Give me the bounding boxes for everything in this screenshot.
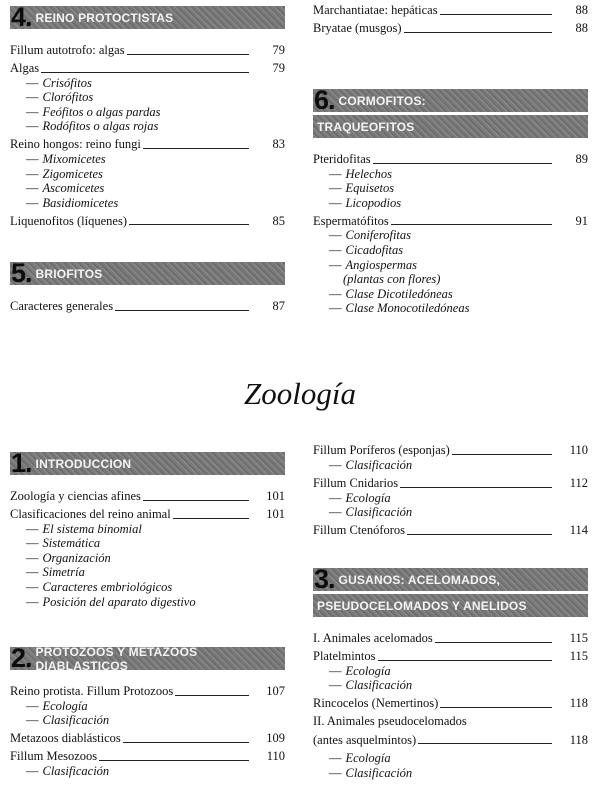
toc-subentry [10,90,285,105]
leader-line [391,224,552,225]
toc-entry-label: Bryatae (musgos) [313,21,402,36]
toc-entry[interactable] [313,696,588,711]
dash-bullet: — [329,678,342,693]
page-number: 101 [266,489,285,503]
toc-subentry-label: Feófitos o algas pardas [42,104,161,119]
leader-line [435,642,552,643]
toc-subentry [313,664,588,679]
dash-bullet: — [26,565,39,580]
toc-subentry [313,181,588,196]
toc-subentry [313,243,588,258]
toc-section-protozoos-cont [313,440,588,538]
dash-bullet: — [26,579,39,594]
leader-line [452,454,552,455]
toc-section-briofitos [10,258,285,314]
toc-subentry-label: Zigomicetes [42,166,103,181]
leader-line [143,500,249,501]
dash-bullet: — [329,663,342,678]
toc-subentry [10,565,285,580]
toc-subentry-label: Caracteres embriológicos [42,579,173,594]
toc-entry[interactable] [313,21,588,36]
toc-subentry-label: Clasificación [42,763,110,778]
dash-bullet: — [26,594,39,609]
page-number: 88 [575,21,588,36]
dash-bullet: — [26,550,39,565]
dash-bullet: — [329,286,342,301]
dash-bullet: — [26,521,39,536]
toc-subentry [313,766,588,781]
dash-bullet: — [26,763,39,778]
leader-line [99,760,249,761]
leader-line [127,54,249,55]
toc-subentry-label: Cicadofitas [345,242,404,257]
toc-subentry [313,751,588,766]
dash-bullet: — [329,242,342,257]
toc-section-briofitos-cont [313,0,588,36]
toc-subentry [10,580,285,595]
toc-subentry-label: Crisófitos [42,75,92,90]
toc-subentry-label: Licopodios [345,195,402,210]
dash-bullet: — [329,195,342,210]
toc-subentry-label: Rodófitos o algas rojas [42,119,159,134]
page-number: 110 [569,443,588,458]
dash-bullet: — [26,181,39,196]
page-number: 89 [575,152,588,166]
toc-subentry-continuation [313,272,588,287]
toc-subentry-label: Helechos [345,166,393,181]
page-number: 112 [569,475,588,490]
leader-line [129,224,249,225]
leader-line [404,32,552,33]
toc-subentry [10,764,285,779]
leader-line [123,742,249,743]
toc-entry-label: Liquenofitos (líquenes) [10,213,127,228]
toc-entry-label: Zoología y ciencias afines [10,489,141,503]
toc-entry-label: Metazoos diablásticos [10,731,121,746]
toc-entry[interactable] [10,489,285,504]
toc-entry[interactable] [313,152,588,167]
toc-subentry-label: Clorófitos [42,90,94,105]
dash-bullet: — [26,166,39,181]
leader-line [115,310,249,311]
dash-bullet: — [329,228,342,243]
leader-line [41,72,249,73]
toc-subentry-label: Clase Dicotiledóneas [345,286,453,301]
toc-entry[interactable] [10,214,285,229]
toc-subentry-label: Equisetos [345,181,395,196]
toc-entry[interactable] [313,631,588,646]
toc-entry[interactable] [10,684,285,699]
toc-entry[interactable] [10,749,285,764]
section-number: 6. [314,85,335,115]
dash-bullet: — [329,457,342,472]
toc-subentry [313,491,588,506]
toc-subentry [10,196,285,211]
toc-entry-label: Platelmintos [313,648,376,663]
dash-bullet: — [329,505,342,520]
toc-entry-label: Rincocelos (Nemertinos) [313,696,439,711]
dash-bullet: — [329,751,342,766]
dash-bullet: — [26,698,39,713]
page-number: 115 [569,631,588,645]
spacer [313,138,588,152]
dash-bullet: — [26,713,39,728]
toc-entry-label: Algas [10,60,40,75]
toc-entry-label: Fillum Ctenóforos [313,523,406,538]
section-header-title: PROTOZOOS Y METAZOOS DIABLASTICOS [35,644,198,673]
toc-entry [313,714,588,729]
toc-subentry [10,522,285,537]
page-number: 109 [266,731,285,746]
toc-subentry-label: Ecología [345,490,391,505]
toc-entry[interactable] [10,731,285,746]
page-number: 85 [272,213,285,228]
toc-subentry [313,505,588,520]
toc-entry-label: (antes asquelmintos) [313,732,417,747]
toc-subentry [10,76,285,91]
toc-section-cormofitos [313,85,588,316]
section-header [10,2,285,32]
dash-bullet: — [329,257,342,272]
toc-entry[interactable] [10,507,285,522]
dash-bullet: — [26,151,39,166]
toc-subentry-label: (plantas con flores) [343,272,441,287]
leader-line [373,163,552,164]
toc-subentry [313,458,588,473]
page-number: 114 [569,523,588,538]
section-number: 5. [11,258,32,288]
page-number: 118 [569,732,588,747]
page-number: 101 [266,506,285,521]
section-number: 1. [11,448,32,478]
toc-subentry-label: Posición del aparato digestivo [42,594,196,609]
toc-subentry [10,699,285,714]
page-number: 79 [272,43,285,57]
toc-subentry [313,678,588,693]
toc-subentry [10,105,285,120]
toc-entry-label: Pteridofitas [313,152,371,166]
toc-section-reino-protoctistas [10,2,285,228]
toc-entry[interactable] [10,299,285,314]
toc-entry[interactable] [10,137,285,152]
leader-line [143,148,249,149]
spacer [10,29,285,43]
toc-subentry-label: Coniferofitas [345,228,412,243]
dash-bullet: — [26,195,39,210]
toc-entry-label: Marchantiatae: hepáticas [313,3,438,18]
toc-subentry-label: Clasificación [345,678,413,693]
toc-subentry-label: Ascomicetes [42,181,105,196]
dash-bullet: — [329,166,342,181]
toc-subentry [10,536,285,551]
toc-entry-label: Fillum Poríferos (esponjas) [313,443,450,458]
section-header [10,643,285,673]
page-number: 88 [575,3,588,18]
dash-bullet: — [329,765,342,780]
leader-line [175,695,249,696]
section-header [313,115,588,138]
toc-subentry-label: Angiospermas [345,257,418,272]
section-header [313,564,588,594]
toc-entry[interactable] [313,476,588,491]
spacer [10,285,285,299]
section-header-title: BRIOFITOS [35,266,103,281]
dash-bullet: — [26,75,39,90]
dash-bullet: — [26,536,39,551]
toc-entry-label: II. Animales pseudocelomados [313,714,467,729]
spacer [313,617,588,631]
spacer [10,475,285,489]
toc-section-gusanos [313,564,588,781]
page-number: 87 [272,299,285,313]
toc-subentry-label: Mixomicetes [42,151,106,166]
toc-subentry [10,595,285,610]
section-title-zoologia: Zoología [244,376,356,411]
toc-entry[interactable] [313,649,588,664]
toc-entry-label: Reino hongos: reino fungi [10,137,141,152]
toc-subentry-label: Ecología [345,751,391,766]
toc-entry[interactable] [10,43,285,58]
section-header-title: TRAQUEOFITOS [317,119,415,134]
toc-subentry-label: Basidiomicetes [42,195,119,210]
section-number: 4. [11,2,32,32]
section-number: 3. [314,564,335,594]
toc-subentry-label: Clasificación [345,505,413,520]
dash-bullet: — [329,301,342,316]
section-header-title: CORMOFITOS: [338,93,426,108]
toc-subentry [313,167,588,182]
toc-subentry [313,228,588,243]
section-number: 2. [11,643,32,673]
toc-subentry [313,196,588,211]
toc-section-protozoos [10,643,285,778]
page-number: 91 [575,213,588,228]
toc-subentry-label: Clasificación [345,765,413,780]
toc-entry-label: Espermatófitos [313,213,389,228]
toc-entry[interactable] [313,523,588,538]
section-header-title: GUSANOS: ACELOMADOS, [338,572,501,587]
toc-subentry-label: Clasificación [42,713,110,728]
dash-bullet: — [26,90,39,105]
page-number: 83 [272,137,285,152]
leader-line [440,707,552,708]
toc-subentry [10,119,285,134]
page-number: 118 [569,696,588,711]
section-header [313,85,588,115]
toc-subentry-label: El sistema binomial [42,521,142,536]
leader-line [378,660,553,661]
dash-bullet: — [26,119,39,134]
dash-bullet: — [329,181,342,196]
leader-line [418,743,552,744]
toc-entry-label: I. Animales acelomados [313,631,433,645]
leader-line [173,518,249,519]
section-header [313,594,588,617]
toc-subentry-label: Organización [42,550,111,565]
toc-entry-label: Clasificaciones del reino animal [10,506,171,521]
section-header-title: PSEUDOCELOMADOS Y ANELIDOS [317,598,527,613]
toc-entry[interactable] [313,214,588,229]
toc-subentry [313,301,588,316]
toc-subentry-label: Ecología [42,698,88,713]
toc-entry-label: Reino protista. Fillum Protozoos [10,684,174,698]
page-number: 110 [266,749,285,764]
toc-subentry [313,287,588,302]
page-number: 115 [569,648,588,663]
toc-subentry [10,551,285,566]
leader-line [440,14,552,15]
page-number: 79 [272,60,285,75]
toc-subentry-label: Clase Monocotiledóneas [345,301,470,316]
toc-subentry [313,258,588,273]
section-header-title: REINO PROTOCTISTAS [35,10,174,25]
dash-bullet: — [26,104,39,119]
toc-subentry-label: Clasificación [345,457,413,472]
section-header [10,258,285,288]
toc-subentry [10,167,285,182]
toc-entry[interactable] [313,3,588,18]
toc-subentry-label: Ecología [345,663,391,678]
toc-section-introduccion [10,448,285,609]
toc-entry-label: Caracteres generales [10,299,114,313]
dash-bullet: — [329,490,342,505]
leader-line [407,534,552,535]
toc-entry[interactable] [313,733,588,748]
section-header [10,448,285,478]
toc-subentry [10,181,285,196]
toc-entry[interactable] [10,61,285,76]
section-header-title: INTRODUCCION [35,456,132,471]
toc-subentry [10,713,285,728]
leader-line [400,487,552,488]
toc-entry[interactable] [313,443,588,458]
toc-entry-label: Fillum Mesozoos [10,749,98,764]
toc-entry-label: Fillum Cnidarios [313,475,399,490]
toc-entry-label: Fillum autotrofo: algas [10,43,125,57]
toc-subentry-label: Simetría [42,565,85,580]
toc-subentry-label: Sistemática [42,536,101,551]
toc-subentry [10,152,285,167]
page-number: 107 [266,684,285,698]
